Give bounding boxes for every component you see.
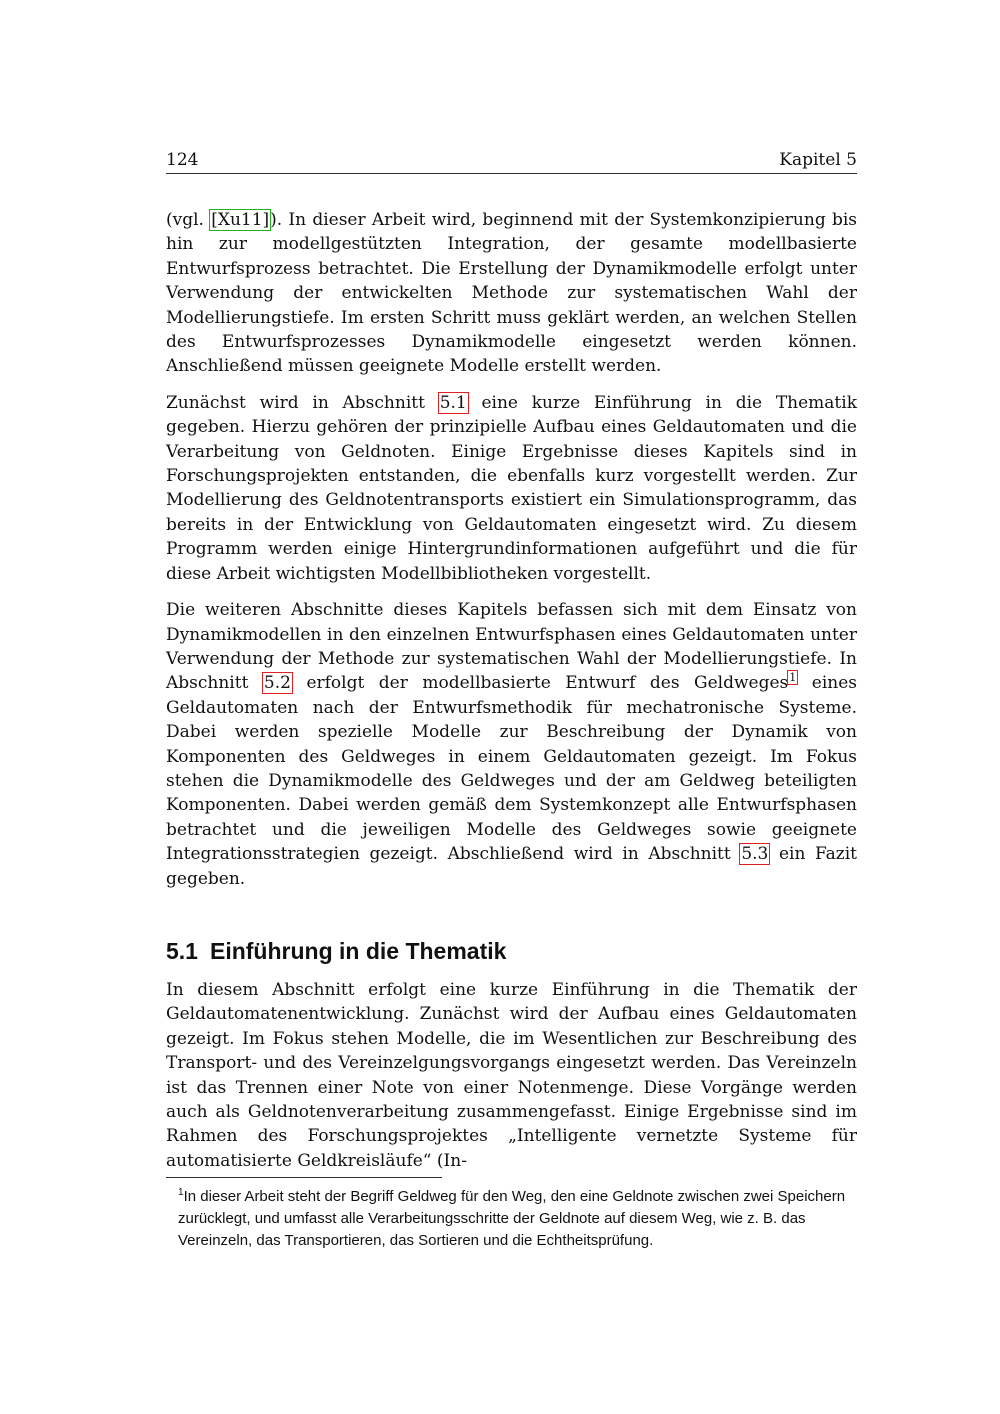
- paragraph-3: [166, 598, 857, 891]
- citation-link-xu11[interactable]: [Xu11]: [211, 210, 270, 230]
- paragraph-4-text: In diesem Abschnitt erfolgt eine kurze Einführung in die Thematik der Geldautomatenentwicklung. Zunächst wird der Aufbau eines Geldautomaten gezeigt. Im Fokus stehen Modelle, die im Wesentlichen zur Beschreibung des Transport- und des Vereinzelgungsvorgangs eingesetzt werden. Das Vereinzeln ist das Trennen einer Note von einer Notenmenge. Diese Vorgänge werden auch als Geldnotenverarbeitung zusammengefasst. Einige Ergebnisse sind im Rahmen des Forschungsprojektes „Intelligente vernetzte Systeme für automatisierte Geldkreisläufe“ (In-: [166, 979, 857, 1171]
- running-header: [166, 150, 857, 174]
- paragraph-2: [166, 391, 857, 586]
- section-link-5-1[interactable]: 5.1: [439, 392, 467, 413]
- paragraph-1-text: ). In dieser Arbeit wird, beginnend mit der Systemkonzipierung bis hin zur modellgestützten Integration, der gesamte modellbasierte Entwurfsprozess betrachtet. Die Erstellung der Dynamikmodelle erfolgt unter Verwendung der entwickelten Methode zur systematischen Wahl der Modellierungstiefe. Im ersten Schritt muss geklärt werden, an welchen Stellen des Entwurfsprozesses Dynamikmodelle eingesetzt werden können. Anschließend müssen geeignete Modelle erstellt werden.: [166, 210, 857, 377]
- paragraph-2-prefix: Zunächst wird in Abschnitt: [166, 392, 439, 413]
- footnote-text: In dieser Arbeit steht der Begriff Geldweg für den Weg, den eine Geldnote zwischen zwei Speichern zurücklegt, und umfasst alle Verarbeitungsschritte der Geldnote auf diesem Weg, wie z. B. das Vereinzeln, das Transportieren, das Sortieren und die Echtheitsprüfung.: [178, 1188, 846, 1250]
- paragraph-3-middle: erfolgt der modellbasierte Entwurf des Geldweges: [291, 673, 789, 694]
- section-link-5-3[interactable]: 5.3: [741, 844, 769, 865]
- section-heading: [166, 937, 857, 965]
- paragraph-3-suffix: ein Fazit gegeben.: [166, 844, 857, 889]
- section-number: 5.1: [166, 937, 198, 964]
- page-number: 124: [166, 150, 199, 170]
- paragraph-1: [166, 208, 857, 379]
- document-page: [166, 150, 857, 1252]
- chapter-label: Kapitel 5: [779, 150, 857, 170]
- section-title: Einführung in die Thematik: [209, 937, 507, 964]
- footnote-divider: [166, 1177, 442, 1178]
- paragraph-2-text: eine kurze Einführung in die Thematik gegeben. Hierzu gehören der prinzipielle Aufbau eines Geldautomaten und die Verarbeitung von Geldnoten. Einige Ergebnisse dieses Kapitels sind in Forschungsprojekten entstanden, die ebenfalls kurz vorgestellt werden. Zur Modellierung des Geldnotentransports existiert ein Simulationsprogramm, das bereits in der Entwicklung von Geldautomaten eingesetzt wird. Zu diesem Programm werden einige Hintergrundinformationen aufgeführt und die für diese Arbeit wichtigsten Modellbibliotheken vorgestellt.: [166, 392, 857, 584]
- paragraph-4: [166, 978, 857, 1173]
- section-link-5-2[interactable]: 5.2: [263, 673, 291, 694]
- paragraph-1-prefix: (vgl.: [166, 210, 211, 230]
- footnote-link-1[interactable]: 1: [789, 671, 797, 685]
- paragraph-3-middle2: eines Geldautomaten nach der Entwurfsmethodik für mechatronische Systeme. Dabei werden spezielle Modelle zur Beschreibung der Dynamik von Komponenten des Geldweges in einem Geldautomaten gezeigt. Im Fokus stehen die Dynamikmodelle des Geldweges und der am Geldweg beteiligten Komponenten. Dabei werden gemäß dem Systemkonzept alle Entwurfsphasen betrachtet und die jeweiligen Modelle des Geldweges sowie geeignete Integrationsstrategien gezeigt. Abschließend wird in Abschnitt: [166, 673, 858, 865]
- paragraph-3-prefix: Die weiteren Abschnitte dieses Kapitels befassen sich mit dem Einsatz von Dynamikmodellen in den einzelnen Entwurfsphasen eines Geldautomaten unter Verwendung der Methode zur systematischen Wahl der Modellierungstiefe. In Abschnitt: [166, 600, 857, 694]
- footnote-number: 1: [178, 1187, 184, 1199]
- footnote: [166, 1186, 857, 1252]
